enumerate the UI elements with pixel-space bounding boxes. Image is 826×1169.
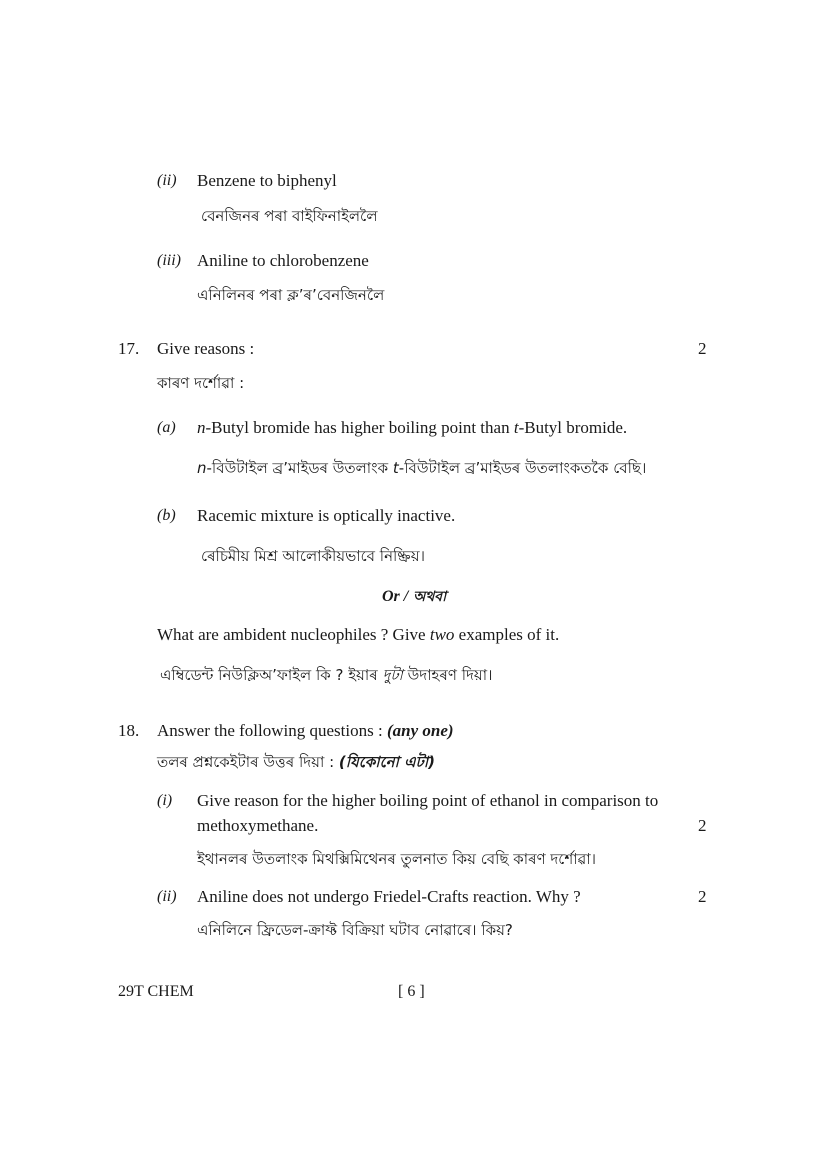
q18-i-text-bn: ইথানলৰ উতলাংক মিথক্সিমিথেনৰ তুলনাত কিয় বেছি কাৰণ দৰ্শোৱা।: [197, 850, 597, 868]
q17-alt-bn-post: উদাহৰণ দিয়া।: [402, 666, 493, 684]
q18-title-em: (any one): [386, 721, 454, 740]
q17-title: Give reasons :: [157, 339, 255, 358]
paper-code: 29T CHEM: [118, 983, 194, 1000]
q17-alt-post: examples of it.: [454, 625, 560, 644]
q17-alt-bn-two: দুটা: [382, 666, 403, 684]
q17-alt-two: two: [429, 625, 455, 644]
q17-alt-pre: What are ambident nucleophiles ? Give: [157, 625, 430, 644]
q18-title-bn-em: (যিকোনো এটা): [338, 753, 435, 771]
page-number: [ 6 ]: [398, 983, 425, 1000]
item-marker-iii: (iii): [157, 252, 181, 269]
item-marker-a: (a): [157, 419, 176, 436]
q16-iii-text-bn: এনিলিনৰ পৰা ক্লʼৰʼবেনজিনলৈ: [197, 286, 385, 304]
item-marker-b: (b): [157, 507, 176, 524]
q17-a-bn-mid: -বিউটাইল ব্ৰʼমাইডৰ উতলাংক: [206, 459, 393, 477]
q18-ii-text: Aniline does not undergo Friedel-Crafts reaction. Why ?: [197, 887, 581, 906]
q18-title: [157, 721, 454, 741]
q18-i-line2: methoxymethane.: [197, 816, 319, 835]
q17-b-text: Racemic mixture is optically inactive.: [197, 506, 456, 525]
item-marker-ii: (ii): [157, 172, 177, 189]
q18-i-line1: Give reason for the higher boiling point of ethanol in comparison to: [197, 791, 659, 810]
q18-title-bn: [157, 751, 435, 776]
q17-a-text-bn: [197, 457, 646, 482]
q17-title-bn: কাৰণ দৰ্শোৱা :: [157, 374, 245, 392]
q18-ii-marks: 2: [698, 887, 707, 906]
q17-a-bn-n-prefix: n: [197, 459, 207, 477]
q18-title-bn-text: তলৰ প্ৰশ্নকেইটাৰ উত্তৰ দিয়া :: [157, 753, 339, 771]
q17-a-mid: -Butyl bromide has higher boiling point than: [205, 418, 514, 437]
q16-ii-text-bn: বেনজিনৰ পৰা বাইফিনাইললৈ: [201, 207, 378, 225]
question-number-17: 17.: [118, 339, 140, 358]
q17-a-bn-post: -বিউটাইল ব্ৰʼমাইডৰ উতলাংকতকৈ বেছি।: [398, 459, 647, 477]
q17-alt-text-bn: [160, 664, 492, 689]
q17-a-n-prefix: n: [197, 418, 206, 437]
or-label-en: Or /: [382, 588, 409, 605]
item-marker-ii-q18: (ii): [157, 888, 177, 905]
q18-i-marks: 2: [698, 816, 707, 835]
or-separator: [382, 585, 446, 609]
q17-marks: 2: [698, 339, 707, 358]
q17-a-post: -Butyl bromide.: [518, 418, 628, 437]
q17-a-bn-t-prefix: t: [392, 459, 399, 477]
or-label-bn: অথবা: [408, 589, 447, 605]
q18-title-text: Answer the following questions :: [157, 721, 387, 740]
q17-a-text: [197, 418, 627, 438]
item-marker-i: (i): [157, 792, 173, 809]
q17-b-text-bn: ৰেচিমীয় মিশ্ৰ আলোকীয়ভাবে নিষ্ক্ৰিয়।: [201, 547, 425, 565]
question-number-18: 18.: [118, 721, 140, 740]
q17-alt-bn-pre: এম্বিডেন্ট নিউক্লিঅʼফাইল কি ? ইয়াৰ: [160, 666, 383, 684]
q18-ii-text-bn: এনিলিনে ফ্ৰিডেল-ক্ৰাফ্ট বিক্ৰিয়া ঘটাব নোৱাৰে। কিয়?: [197, 921, 513, 939]
q17-a-t-prefix: t: [513, 418, 519, 437]
q16-iii-text: Aniline to chlorobenzene: [197, 251, 369, 270]
q16-ii-text: Benzene to biphenyl: [197, 171, 337, 190]
q17-alt-text: [157, 625, 559, 645]
